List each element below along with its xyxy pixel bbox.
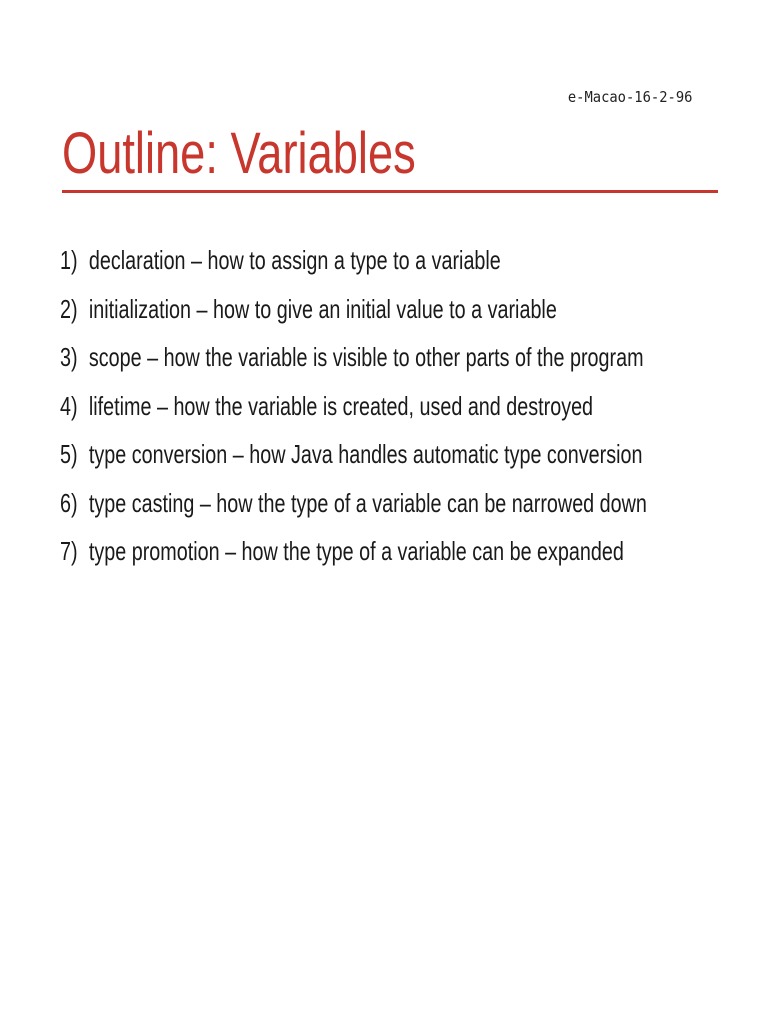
item-number: 1) [60, 245, 78, 275]
list-item [60, 335, 647, 384]
item-number: 3) [60, 342, 78, 372]
item-number: 6) [60, 487, 78, 518]
item-number: 7) [60, 536, 78, 566]
list-item [60, 384, 647, 433]
slide-code: e-Macao-16-2-96 [567, 88, 692, 106]
outline-list [60, 238, 768, 578]
item-number: 5) [60, 439, 78, 469]
title-divider [62, 190, 718, 193]
item-number: 4) [60, 390, 78, 421]
item-text: initialization – how to give an initial value to a variable [88, 293, 557, 324]
list-item [60, 481, 647, 530]
item-text: type casting – how the type of a variable can be narrowed down [88, 487, 647, 518]
list-item [60, 529, 647, 578]
item-number: 2) [60, 293, 78, 324]
item-text: type conversion – how Java handles automatic type conversion [88, 439, 643, 469]
item-text: scope – how the variable is visible to other parts of the program [88, 342, 644, 372]
list-item [60, 432, 647, 481]
item-text: type promotion – how the type of a variable can be expanded [88, 536, 624, 566]
slide-title: Outline: Variables [62, 121, 416, 186]
list-item [60, 238, 647, 287]
list-item [60, 287, 647, 336]
item-text: lifetime – how the variable is created, used and destroyed [88, 390, 594, 421]
item-text: declaration – how to assign a type to a variable [88, 245, 501, 275]
